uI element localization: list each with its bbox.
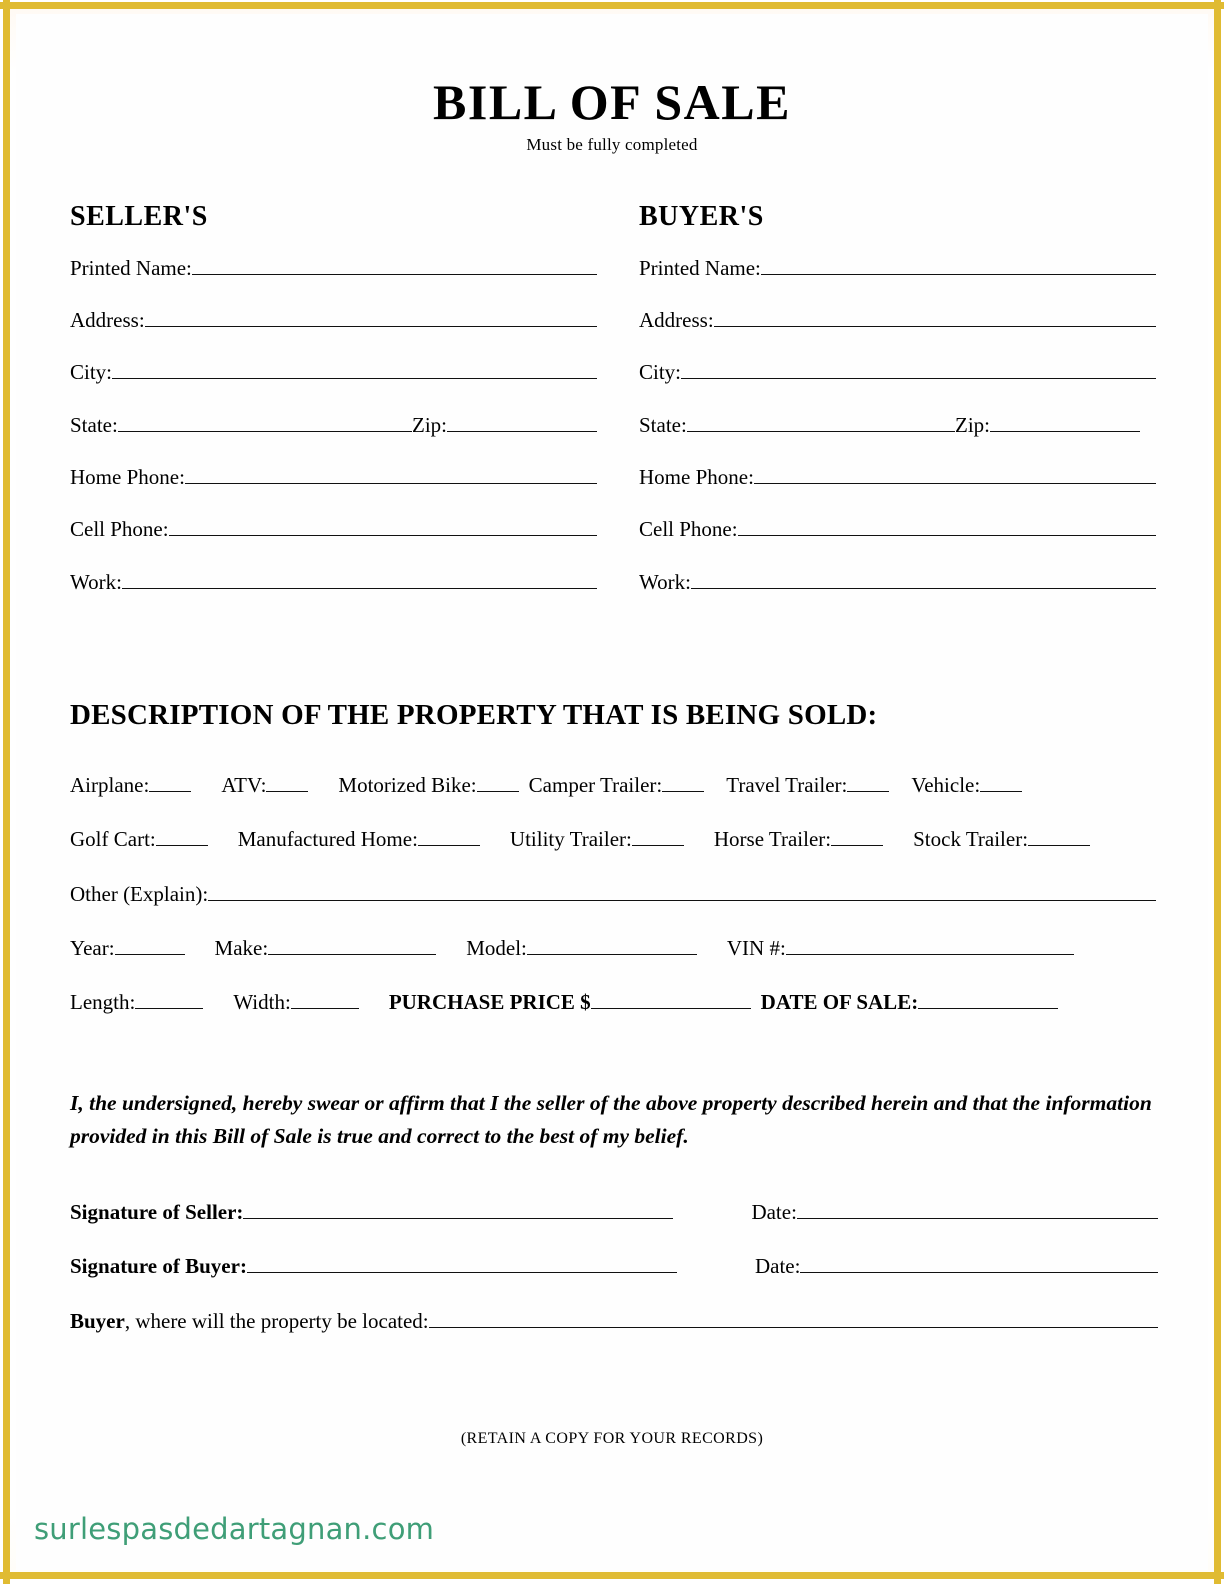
motorized-bike-input[interactable] [477,772,519,792]
model-label: Model: [466,935,527,960]
buyer-city-row [639,359,1156,385]
property-type-row-2 [70,826,1156,852]
seller-signature-input[interactable] [243,1199,673,1219]
length-field [70,989,203,1015]
seller-address-row [70,307,613,333]
make-input[interactable] [268,935,436,955]
seller-work-phone-row [70,568,613,594]
seller-state-zip-row [70,411,613,437]
buyer-home-phone-row [639,464,1156,490]
page-border-top [0,2,1224,9]
date-of-sale-input[interactable] [918,989,1058,1009]
other-explain-label: Other (Explain): [70,881,209,906]
seller-home-phone-label: Home Phone: [70,465,185,490]
utility-trailer-input[interactable] [632,826,684,846]
stock-trailer-field [913,826,1090,852]
page-subtitle: Must be fully completed [526,134,698,154]
seller-column [70,201,613,621]
buyer-cell-phone-input[interactable] [738,516,1156,536]
travel-trailer-field [726,772,889,798]
camper-trailer-label: Camper Trailer: [528,773,663,797]
seller-address-label: Address: [70,308,145,333]
atv-input[interactable] [266,772,308,792]
purchase-price-field [389,989,751,1015]
vehicle-field [911,772,1022,798]
buyer-address-input[interactable] [714,307,1156,327]
seller-printed-name-input[interactable] [192,255,597,275]
buyer-signature-row [70,1253,1158,1279]
width-label: Width: [233,990,291,1015]
vehicle-label: Vehicle: [911,773,981,797]
vin-input[interactable] [786,935,1074,955]
width-field [233,989,358,1015]
buyer-home-phone-label: Home Phone: [639,465,754,490]
buyer-city-input[interactable] [681,359,1156,379]
retain-copy-note: (RETAIN A COPY FOR YOUR RECORDS) [460,1429,764,1447]
make-label: Make: [214,935,269,960]
seller-address-input[interactable] [145,307,597,327]
buyer-zip-input[interactable] [990,411,1140,431]
model-input[interactable] [527,935,697,955]
travel-trailer-input[interactable] [847,772,889,792]
signature-section [16,1199,1208,1334]
buyer-work-phone-row [639,568,1156,594]
seller-city-input[interactable] [112,359,597,379]
document-sheet [16,14,1208,1570]
property-location-input[interactable] [429,1307,1158,1327]
golf-cart-input[interactable] [156,826,208,846]
atv-field [221,772,308,798]
seller-city-label: City: [70,360,113,385]
seller-signature-label: Signature of Seller: [70,1199,244,1224]
seller-state-input[interactable] [118,411,412,431]
airplane-input[interactable] [149,772,191,792]
manufactured-home-label: Manufactured Home: [237,827,418,852]
buyer-state-zip-row [639,411,1156,437]
dimensions-price-row [70,989,1156,1015]
purchase-price-input[interactable] [591,989,751,1009]
buyer-printed-name-input[interactable] [761,255,1156,275]
year-label: Year: [70,935,115,960]
stock-trailer-label: Stock Trailer: [913,827,1029,852]
atv-label: ATV: [221,773,267,797]
page-border-right [1214,0,1221,1584]
buyer-signature-input[interactable] [247,1253,677,1273]
description-section [16,772,1208,1016]
other-explain-row [70,880,1156,906]
property-location-label-bold: Buyer [70,1308,125,1333]
utility-trailer-field [510,826,684,852]
page-title: BILL OF SALE [433,74,791,130]
airplane-field [70,772,191,798]
property-type-row-1 [70,772,1156,798]
buyer-address-row [639,307,1156,333]
parties-section [16,201,1208,621]
seller-zip-input[interactable] [447,411,597,431]
golf-cart-field [70,826,208,852]
manufactured-home-input[interactable] [418,826,480,846]
buyer-state-input[interactable] [687,411,955,431]
camper-trailer-field [529,772,705,798]
year-field [70,935,185,961]
motorized-bike-label: Motorized Bike: [338,773,477,797]
other-explain-input[interactable] [208,880,1156,900]
stock-trailer-input[interactable] [1028,826,1090,846]
utility-trailer-label: Utility Trailer: [509,827,632,852]
manufactured-home-field [238,826,480,852]
description-heading: DESCRIPTION OF THE PROPERTY THAT IS BEING SOLD: [70,698,878,731]
vin-field [727,935,1074,961]
buyer-home-phone-input[interactable] [754,464,1156,484]
seller-cell-phone-input[interactable] [169,516,597,536]
seller-cell-phone-row [70,516,613,542]
seller-work-phone-label: Work: [70,569,122,594]
seller-home-phone-row [70,464,613,490]
buyer-address-label: Address: [639,308,714,333]
seller-heading: SELLER'S [70,200,208,232]
seller-home-phone-input[interactable] [185,464,597,484]
buyer-printed-name-row [639,255,1156,281]
motorized-bike-field [338,772,518,798]
page-border-bottom [0,1572,1224,1579]
buyer-date-label: Date: [754,1254,801,1279]
vehicle-details-row [70,935,1156,961]
buyer-zip-label: Zip: [955,412,990,437]
golf-cart-label: Golf Cart: [70,827,156,852]
buyer-work-phone-input[interactable] [691,568,1156,588]
seller-zip-label: Zip: [412,412,447,437]
seller-date-label: Date: [751,1199,797,1224]
vin-label: VIN #: [726,935,786,960]
buyer-city-label: City: [639,360,682,385]
seller-signature-row [70,1199,1158,1225]
buyer-signature-label: Signature of Buyer: [70,1254,247,1279]
horse-trailer-field [714,826,883,852]
width-input[interactable] [291,989,359,1009]
buyer-work-phone-label: Work: [639,569,691,594]
horse-trailer-input[interactable] [831,826,883,846]
buyer-date-input[interactable] [800,1253,1158,1273]
length-label: Length: [70,990,136,1015]
buyer-printed-name-label: Printed Name: [639,255,761,280]
seller-cell-phone-label: Cell Phone: [70,517,169,542]
buyer-cell-phone-row [639,516,1156,542]
camper-trailer-input[interactable] [662,772,704,792]
page-border-left [3,0,10,1584]
horse-trailer-label: Horse Trailer: [713,827,832,852]
seller-printed-name-row [70,255,613,281]
seller-work-phone-input[interactable] [122,568,597,588]
buyer-column [613,201,1156,621]
property-location-row [70,1307,1158,1333]
travel-trailer-label: Travel Trailer: [726,773,848,797]
buyer-state-label: State: [639,412,687,437]
date-of-sale-label: DATE OF SALE: [760,990,919,1015]
year-input[interactable] [115,935,185,955]
make-field [215,935,437,961]
date-of-sale-field [761,989,1059,1015]
purchase-price-label: PURCHASE PRICE $ [388,990,591,1015]
seller-state-label: State: [70,412,118,437]
seller-printed-name-label: Printed Name: [70,255,192,280]
seller-date-input[interactable] [797,1199,1158,1219]
buyer-cell-phone-label: Cell Phone: [639,517,738,542]
seller-city-row [70,359,613,385]
length-input[interactable] [135,989,203,1009]
site-watermark: surlespasdedartagnan.com [34,1512,435,1546]
model-field [466,935,697,961]
buyer-heading: BUYER'S [639,200,764,232]
airplane-label: Airplane: [70,773,150,797]
affirmation-text: I, the undersigned, hereby swear or affirm that I the seller of the above property described herein and that the information provided in this Bill of Sale is true and correct to the best of my belief. [70,1091,1152,1148]
vehicle-input[interactable] [980,772,1022,792]
property-location-label-rest: , where will the property be located: [124,1308,429,1333]
